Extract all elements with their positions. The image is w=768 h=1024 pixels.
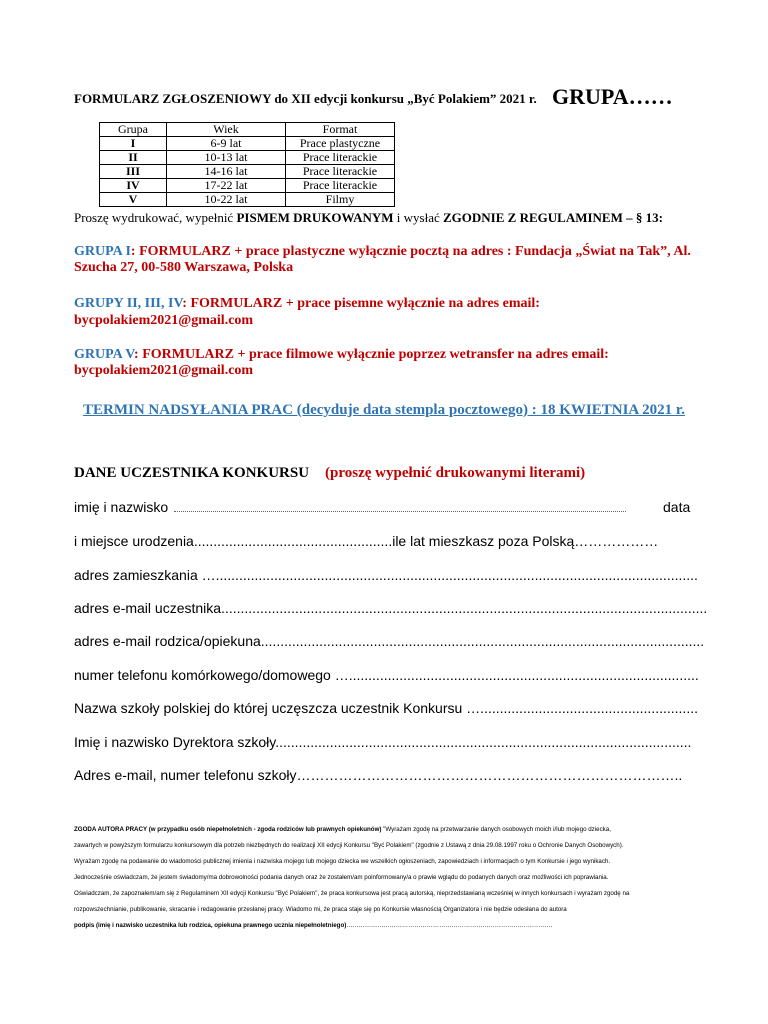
table-row bbox=[100, 151, 395, 165]
instructions bbox=[74, 210, 663, 226]
table-cell: 10-13 lat bbox=[167, 151, 286, 165]
group-instruction: : FORMULARZ + prace pisemne wyłącznie na adres email: bycpolakiem2021@gmail.com bbox=[74, 296, 540, 328]
table-cell: V bbox=[100, 193, 167, 207]
column-header: Format bbox=[286, 123, 395, 137]
group-2-4-block bbox=[74, 295, 634, 329]
table-cell: Prace literackie bbox=[286, 151, 395, 165]
table-cell: III bbox=[100, 165, 167, 179]
group-1-block bbox=[74, 244, 714, 276]
name-label: imię i nazwisko bbox=[74, 499, 169, 515]
instructions-text: Proszę wydrukować, wypełnić bbox=[74, 210, 237, 225]
table-cell: I bbox=[100, 137, 167, 151]
table-cell: 10-22 lat bbox=[167, 193, 286, 207]
table-cell: II bbox=[100, 151, 167, 165]
consent-line bbox=[74, 822, 714, 838]
section-title: DANE UCZESTNIKA KONKURSU bbox=[74, 465, 310, 481]
consent-text: "Wyrażam zgodę na przetwarzanie danych osobowych moich i/lub mojego dziecka, bbox=[381, 826, 611, 833]
consent-line: Jednocześnie oświadczam, że jestem świadomy/ma dobrowolności podania danych oraz że zostałem/am poinformowany/a o prawie wglądu do podanych danych oraz możliwości ich poprawiania. bbox=[74, 874, 609, 881]
table-row bbox=[100, 165, 395, 179]
section-note: (proszę wypełnić drukowanymi literami) bbox=[325, 465, 586, 481]
name-input-line[interactable] bbox=[174, 511, 626, 512]
consent-line: rozpowszechnianie, publikowanie, skracanie i redagowanie przesłanej pracy. Wiadomo mi, że praca staje się po Konkursie własnością Organizatora i nie będzie odesłana do autora bbox=[74, 906, 567, 913]
group-heading: GRUPA…… bbox=[552, 84, 673, 109]
table-cell: Filmy bbox=[286, 193, 395, 207]
address-field[interactable]: adres zamieszkania …............................................................................................................................ bbox=[74, 567, 698, 583]
group-label: GRUPY II, III, IV bbox=[74, 296, 183, 311]
table-row bbox=[100, 179, 395, 193]
group-label: GRUPA V bbox=[74, 347, 135, 362]
consent-title: ZGODA AUTORA PRACY (w przypadku osób niepełnoletnich - zgoda rodziców lub prawnych opiekunów) bbox=[74, 826, 382, 833]
table-cell: Prace plastyczne bbox=[286, 137, 395, 151]
signature-label: podpis (imię i nazwisko uczestnika lub rodzica, opiekuna prawnego ucznia niepełnoletniego) bbox=[74, 922, 347, 929]
deadline: TERMIN NADSYŁANIA PRAC (decyduje data stempla pocztowego) : 18 KWIETNIA 2021 r. bbox=[83, 402, 685, 418]
consent-line: Wyrażam zgodę na podawanie do wiadomości publicznej imienia i nazwiska mojego lub mojego dziecka we wszelkich ogłoszeniach, zapowiedziach i informacjach o tym Konkursie i jego wynikach. bbox=[74, 858, 611, 865]
consent-line: zawartych w powyższym formularzu konkursowym dla potrzeb niezbędnych do realizacji XII edycji Konkursu "Być Polakiem" (zgodnie z Ustawą z dnia 29.08.1997 roku o Ochronie Danych Osobowych). bbox=[74, 842, 624, 849]
email-participant-field[interactable]: adres e-mail uczestnika............................................................................................................................. bbox=[74, 600, 708, 616]
column-header: Grupa bbox=[100, 123, 167, 137]
table-cell: Prace literackie bbox=[286, 165, 395, 179]
table-row bbox=[100, 137, 395, 151]
name-field[interactable] bbox=[74, 499, 168, 515]
consent-line: Oświadczam, że zapoznałem/am się z Regulaminem XII edycji Konkursu "Być Polakiem", że praca konkursowa jest pracą autorską, nieprzedstawianą wcześniej w innych konkursach i wyrażam zgodę na bbox=[74, 890, 630, 897]
date-label: data bbox=[663, 499, 691, 515]
birth-field[interactable]: i miejsce urodzenia...................................................ile lat mieszkasz poza Polską……………… bbox=[74, 533, 659, 549]
school-contact-field[interactable]: Adres e-mail, numer telefonu szkoły……………………………………………………………………….. bbox=[74, 767, 683, 783]
group-instruction: : FORMULARZ + prace filmowe wyłącznie poprzez wetransfer na adres email: bycpolakiem2021@gmail.com bbox=[74, 347, 609, 378]
school-field[interactable]: Nazwa szkoły polskiej do której uczęszcza uczestnik Konkursu …........................................................ bbox=[74, 700, 698, 716]
group-instruction: : FORMULARZ + prace plastyczne wyłącznie pocztą na adres : Fundacja „Świat na Tak”, Al. Szucha 27, 00-580 Warszawa, Polska bbox=[74, 244, 691, 275]
groups-table bbox=[99, 122, 395, 207]
group-label: GRUPA I bbox=[74, 244, 131, 259]
table-header-row bbox=[100, 123, 395, 137]
signature-dots: ………………………………………………………………………………………. bbox=[346, 922, 553, 929]
table-cell: 6-9 lat bbox=[167, 137, 286, 151]
signature-line[interactable] bbox=[74, 918, 714, 934]
phone-field[interactable]: numer telefonu komórkowego/domowego ….......................................................................................... bbox=[74, 667, 699, 683]
table-cell: 14-16 lat bbox=[167, 165, 286, 179]
form-title: FORMULARZ ZGŁOSZENIOWY do XII edycji konkursu „Być Polakiem” 2021 r. bbox=[74, 91, 537, 106]
table-cell: Prace literackie bbox=[286, 179, 395, 193]
email-parent-field[interactable]: adres e-mail rodzica/opiekuna.................................................................................................................. bbox=[74, 633, 705, 649]
table-cell: IV bbox=[100, 179, 167, 193]
instructions-emphasis: PISMEM DRUKOWANYM bbox=[236, 210, 394, 225]
column-header: Wiek bbox=[167, 123, 286, 137]
director-field[interactable]: Imię i nazwisko Dyrektora szkoły........................................................................................................... bbox=[74, 734, 692, 750]
participant-data-heading bbox=[74, 465, 585, 482]
table-row bbox=[100, 193, 395, 207]
consent-section bbox=[74, 822, 714, 934]
instructions-rule: ZGODNIE Z REGULAMINEM – § 13: bbox=[443, 210, 663, 225]
group-5-block bbox=[74, 347, 654, 379]
instructions-text: i wysłać bbox=[393, 210, 444, 225]
table-cell: 17-22 lat bbox=[167, 179, 286, 193]
